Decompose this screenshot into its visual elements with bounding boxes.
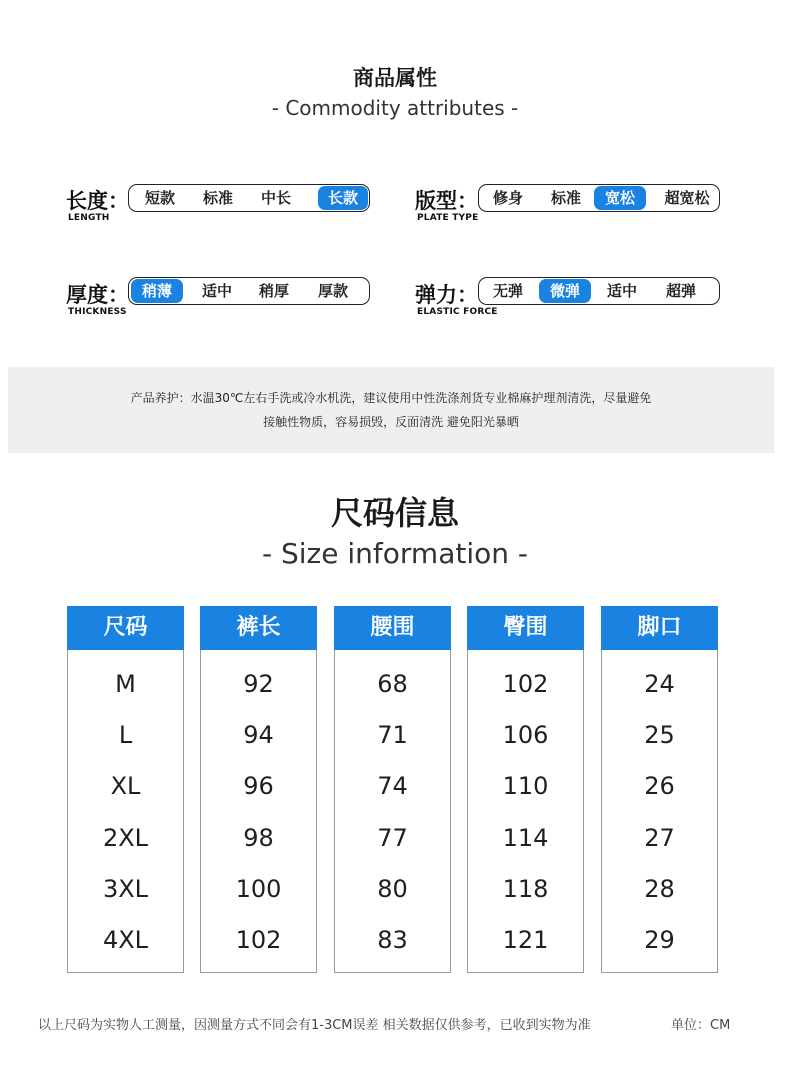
elastic-force-options [478,277,720,305]
table-cell: 106 [502,721,549,749]
table-cell: 68 [377,670,408,698]
column-header-leg-opening: 脚口 [601,606,718,650]
table-cell: 29 [644,926,675,954]
table-cell: 74 [377,772,408,800]
plate-type-options [478,184,720,212]
table-cell: 114 [502,824,549,852]
table-cell: 77 [377,824,408,852]
waist-column [334,606,451,973]
table-cell: 102 [502,670,549,698]
column-header-size: 尺码 [67,606,184,650]
thickness-option-2[interactable]: 适中 [201,282,232,300]
plate-type-attribute [415,185,725,225]
column-header-pants-length: 裤长 [200,606,317,650]
length-option-3[interactable]: 中长 [260,189,291,207]
table-cell: 24 [644,670,675,698]
table-cell: M [115,670,136,698]
thickness-option-3[interactable]: 稍厚 [258,282,289,300]
table-cell: 98 [243,824,274,852]
table-cell: 102 [235,926,282,954]
length-attribute [66,185,376,225]
plate-type-option-1[interactable]: 修身 [492,189,523,207]
attributes-title: 商品属性 [353,66,437,90]
pants-length-column [200,606,317,973]
table-cell: 80 [377,875,408,903]
care-instructions-box [8,367,774,453]
plate-type-label: 版型： [415,189,478,213]
length-options [128,184,370,212]
elastic-force-option-1[interactable]: 无弹 [492,282,523,300]
elastic-force-option-3[interactable]: 适中 [606,282,637,300]
elastic-force-option-4[interactable]: 超弹 [665,282,696,300]
table-cell: 100 [235,875,282,903]
length-option-selected[interactable]: 长款 [318,186,368,210]
care-instructions-line-2: 接触性物质，容易损毁，反面清洗 避免阳光暴晒 [263,415,519,429]
thickness-options [128,277,370,305]
table-cell: 3XL [102,875,149,903]
plate-type-option-2[interactable]: 标准 [550,189,581,207]
elastic-force-label-en: ELASTIC FORCE [417,307,498,317]
column-header-waist: 腰围 [334,606,451,650]
care-instructions-line-1: 产品养护：水温30℃左右手洗或冷水机洗，建议使用中性洗涤剂货专业棉麻护理剂清洗，尽量避免 [130,391,652,405]
table-cell: 71 [377,721,408,749]
table-cell: 121 [502,926,549,954]
attributes-subtitle: - Commodity attributes - [271,96,519,120]
table-cell: 92 [243,670,274,698]
hip-column [467,606,584,973]
table-cell: XL [110,772,141,800]
table-cell: 83 [377,926,408,954]
thickness-label: 厚度： [66,283,129,307]
plate-type-label-en: PLATE TYPE [417,213,479,223]
table-cell: 26 [644,772,675,800]
elastic-force-label: 弹力： [415,283,478,307]
table-cell: 28 [644,875,675,903]
table-cell: 110 [502,772,549,800]
thickness-option-4[interactable]: 厚款 [317,282,348,300]
leg-opening-column [601,606,718,973]
thickness-label-en: THICKNESS [68,307,127,317]
table-cell: 96 [243,772,274,800]
plate-type-option-selected[interactable]: 宽松 [594,186,646,210]
measurement-note: 以上尺码为实物人工测量，因测量方式不同会有1-3CM误差 相关数据仅供参考，已收到实物为准 [38,1018,591,1033]
length-option-1[interactable]: 短款 [144,189,175,207]
plate-type-option-4[interactable]: 超宽松 [664,189,710,207]
length-option-2[interactable]: 标准 [202,189,233,207]
table-cell: 2XL [102,824,149,852]
table-cell: 94 [243,721,274,749]
length-label: 长度： [66,189,129,213]
table-cell: L [118,721,133,749]
table-cell: 25 [644,721,675,749]
thickness-attribute [66,279,376,319]
size-column [67,606,184,973]
table-cell: 118 [502,875,549,903]
table-cell: 4XL [102,926,149,954]
table-cell: 27 [644,824,675,852]
thickness-option-selected[interactable]: 稍薄 [131,279,183,303]
size-title: 尺码信息 [330,494,459,532]
size-subtitle: - Size information - [262,537,528,570]
elastic-force-option-selected[interactable]: 微弹 [539,279,591,303]
unit-label: 单位：CM [671,1018,731,1033]
column-header-hip: 臀围 [467,606,584,650]
elastic-force-attribute [415,279,725,319]
length-label-en: LENGTH [68,213,110,223]
